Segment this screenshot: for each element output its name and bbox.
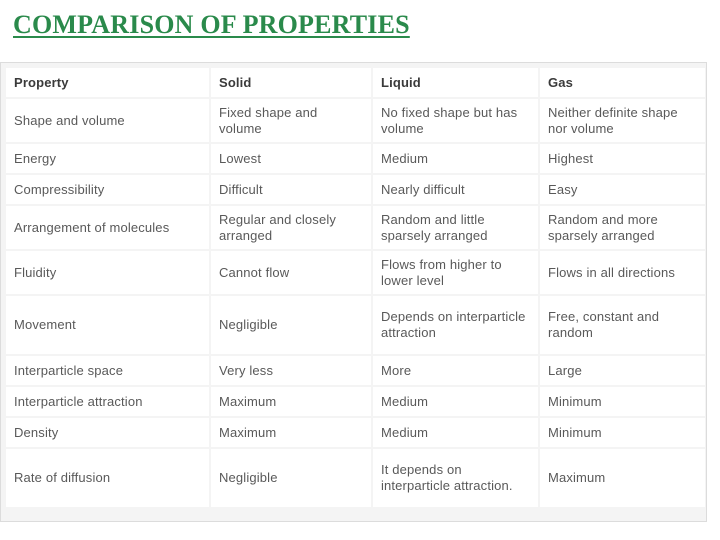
table-row [6,99,705,142]
table-row [6,356,705,385]
cell-property: Arrangement of molecules [6,206,209,249]
comparison-table [4,66,707,509]
cell-property: Density [6,418,209,447]
cell-solid: Difficult [211,175,371,204]
cell-property: Interparticle space [6,356,209,385]
header-liquid: Liquid [373,68,538,97]
cell-solid: Negligible [211,449,371,507]
cell-liquid: Flows from higher to lower level [373,251,538,294]
cell-liquid: No fixed shape but has volume [373,99,538,142]
cell-liquid: Depends on interparticle attraction [373,296,538,354]
cell-solid: Cannot flow [211,251,371,294]
header-property: Property [6,68,209,97]
cell-solid: Maximum [211,418,371,447]
cell-property: Interparticle attraction [6,387,209,416]
cell-gas: Free, constant and random [540,296,705,354]
header-solid: Solid [211,68,371,97]
table-row [6,418,705,447]
cell-gas: Neither definite shape nor volume [540,99,705,142]
table-row [6,206,705,249]
table-header-row [6,68,705,97]
cell-gas: Maximum [540,449,705,507]
cell-gas: Random and more sparsely arranged [540,206,705,249]
table-row [6,251,705,294]
cell-property: Shape and volume [6,99,209,142]
cell-gas: Minimum [540,387,705,416]
cell-property: Compressibility [6,175,209,204]
cell-gas: Easy [540,175,705,204]
cell-solid: Maximum [211,387,371,416]
cell-liquid: Random and little sparsely arranged [373,206,538,249]
cell-property: Energy [6,144,209,173]
table-row [6,296,705,354]
header-gas: Gas [540,68,705,97]
cell-solid: Fixed shape and volume [211,99,371,142]
cell-liquid: Nearly difficult [373,175,538,204]
comparison-table-frame [0,62,707,522]
table-row [6,144,705,173]
cell-liquid: Medium [373,387,538,416]
cell-liquid: More [373,356,538,385]
cell-solid: Negligible [211,296,371,354]
table-row [6,175,705,204]
table-row [6,449,705,507]
cell-property: Fluidity [6,251,209,294]
page-title: COMPARISON OF PROPERTIES [13,10,410,39]
cell-property: Rate of diffusion [6,449,209,507]
cell-gas: Highest [540,144,705,173]
cell-solid: Regular and closely arranged [211,206,371,249]
cell-liquid: Medium [373,418,538,447]
cell-liquid: It depends on interparticle attraction. [373,449,538,507]
cell-gas: Minimum [540,418,705,447]
cell-property: Movement [6,296,209,354]
cell-solid: Very less [211,356,371,385]
cell-gas: Flows in all directions [540,251,705,294]
cell-gas: Large [540,356,705,385]
table-row [6,387,705,416]
cell-liquid: Medium [373,144,538,173]
cell-solid: Lowest [211,144,371,173]
